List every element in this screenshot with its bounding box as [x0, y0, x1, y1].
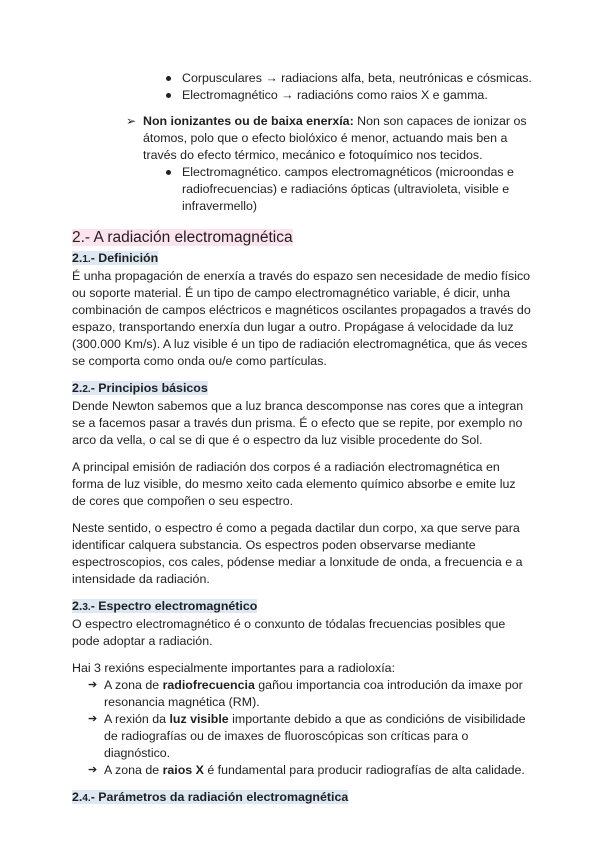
subsection-title	[72, 381, 208, 395]
subsection-number: 2.	[72, 381, 83, 395]
arrow-right-icon: ➔	[88, 713, 98, 725]
subsection-label: - Espectro electromagnético	[90, 599, 258, 613]
arrow-outline-icon: ➢	[126, 114, 137, 128]
subsection-title	[72, 251, 158, 265]
non-ionizing-item	[72, 113, 532, 164]
bullet-text: Electromagnético → radiacións como raios X e gamma.	[182, 88, 488, 102]
non-ionizing-description: Non son capaces de ionizar os átomos, polo que o efecto biolóxico é menor, actuando mais ben a través do efecto térmico, mecánico e fotoquímico nos tecidos.	[143, 114, 527, 162]
subsection-number-small: 1.	[82, 254, 91, 265]
subsection-heading-definition	[72, 250, 532, 268]
section-heading	[72, 227, 532, 248]
subsection-number: 2.	[72, 599, 83, 613]
subsection-number: 2.	[72, 251, 83, 265]
subsection-heading-principles	[72, 380, 532, 398]
document-page	[72, 70, 532, 807]
subsection-label: - Parámetros da radiación electromagnética	[90, 790, 349, 804]
subsection-title	[72, 790, 348, 804]
region-keyword: raios X	[162, 763, 204, 777]
region-text: A zona de radiofrecuencia gañou importancia coa introdución da imaxe por resonancia magnética (RM).	[104, 678, 523, 709]
subsection-number-small: 2.	[82, 384, 91, 395]
bullet-icon	[166, 93, 171, 98]
bullet-icon	[166, 76, 171, 81]
subsection-label: - Principios básicos	[90, 381, 208, 395]
region-text: A zona de raios X é fundamental para producir radiografías de alta calidade.	[104, 763, 525, 777]
subsection-heading-spectrum	[72, 598, 532, 616]
bullet-icon	[166, 170, 171, 175]
spectrum-paragraph: Hai 3 rexións especialmente importantes para a radioloxía:	[72, 661, 396, 675]
subsection-number: 2.	[72, 790, 83, 804]
definition-paragraph: É unha propagación de enerxía a través do espazo sen necesidade de medio físico ou soporte material. É un tipo de campo electromagnético variable, é dicir, unha combinación de campos eléctricos e magnéticos oscilantes propagados a través do espazo, transportando enerxía dun lugar a outro. Propágase á velocidade da luz (300.000 Km/s). A luz visible é un tipo de radiación electromagnética, que ás veces se comporta como onda ou/e como partículas.	[72, 269, 531, 368]
list-item	[72, 762, 532, 779]
section-title: 2.- A radiación electromagnética	[72, 229, 293, 246]
bullet-text: Electromagnético. campos electromagnéticos (microondas e radiofrecuencias) e radiacións ópticas (ultravioleta, visible e infravermello)	[182, 165, 514, 213]
list-item	[72, 677, 532, 711]
list-item	[72, 70, 532, 87]
arrow-right-icon: ➔	[88, 679, 98, 691]
principles-paragraph: Dende Newton sabemos que a luz branca descomponse nas cores que a integran se a facemos pasar a través dun prisma. É o efecto que se repite, por exemplo no arco da vella, o cal se di que é o espectro da luz visible procedente do Sol.	[72, 399, 524, 447]
subsection-title	[72, 599, 257, 613]
non-ionizing-text	[143, 113, 532, 164]
list-item	[72, 164, 532, 215]
subsection-number-small: 4.	[82, 793, 91, 804]
non-ionizing-heading: Non ionizantes ou de baixa enerxía:	[143, 114, 354, 128]
list-item	[72, 87, 532, 104]
list-item	[72, 711, 532, 762]
subsection-label: - Definición	[90, 251, 159, 265]
region-text: A rexión da luz visible importante debido a que as condicións de visibilidade de radiografías ou de imaxes de fluoroscópicas son críticas para o diagnóstico.	[104, 712, 526, 760]
spectrum-paragraph: O espectro electromagnético é o conxunto de tódalas frecuencias posibles que pode adoptar a radiación.	[72, 617, 506, 648]
bullet-text: Corpusculares → radiacions alfa, beta, neutrónicas e cósmicas.	[182, 71, 532, 85]
region-keyword: luz visible	[169, 712, 229, 726]
region-keyword: radiofrecuencia	[162, 678, 255, 692]
subsection-heading-parameters	[72, 789, 532, 807]
arrow-right-icon: ➔	[88, 764, 98, 776]
principles-paragraph: Neste sentido, o espectro é como a pegada dactilar dun corpo, xa que serve para identificar calquera substancia. Os espectros poden observarse mediante espectroscopios, cos cales, pódense mediar a lonxitude de onda, a frecuencia e a intensidade da radiación.	[72, 521, 523, 586]
principles-paragraph: A principal emisión de radiación dos corpos é a radiación electromagnética en forma de luz visible, do mesmo xeito cada elemento químico absorbe e emite luz de cores que compoñen o seu espectro.	[72, 460, 516, 508]
subsection-number-small: 3.	[82, 602, 91, 613]
